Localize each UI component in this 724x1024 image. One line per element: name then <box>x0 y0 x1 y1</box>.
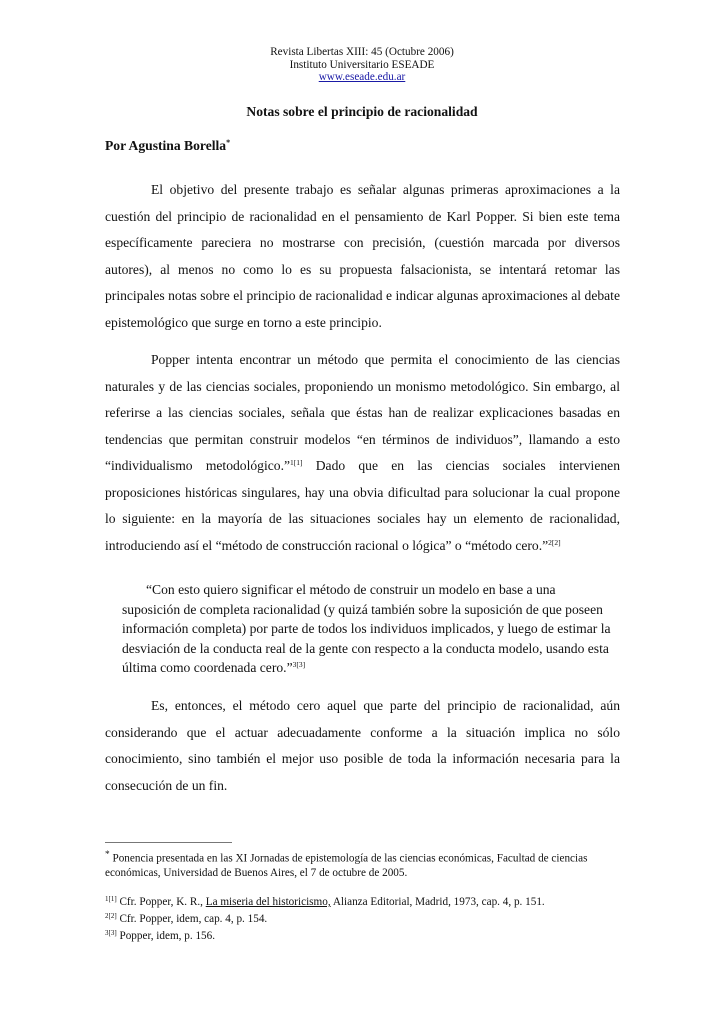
footnote-list <box>105 893 625 943</box>
footnote-mark: 3[3] <box>105 928 117 937</box>
block-quote <box>122 580 614 678</box>
footnote-item <box>105 893 625 910</box>
quote-text: “Con esto quiero significar el método de construir un modelo en base a una suposición de completa racionalidad (y quizá también sobre la suposición de que poseen información completa) por parte de todos los individuos implicados, y luego de estimar la desviación de la conducta real de la gente con respecto a la conducta modelo, usando esta última como coordenada cero.” <box>122 582 611 675</box>
footnote-text: Cfr. Popper, idem, cap. 4, p. 154. <box>116 912 268 925</box>
footnote-item <box>105 910 625 927</box>
footnote-ref-2[interactable]: 2[2] <box>548 537 561 547</box>
footnote-mark: 2[2] <box>105 911 117 920</box>
journal-line: Revista Libertas XIII: 45 (Octubre 2006) <box>270 46 454 58</box>
footnote-text: Popper, idem, p. 156. <box>116 929 216 942</box>
article-title: Notas sobre el principio de racionalidad <box>246 104 478 119</box>
footnote-ref-1[interactable]: 1[1] <box>290 458 303 467</box>
institute-line: Instituto Universitario ESEADE <box>289 58 435 71</box>
footnote-separator <box>105 842 232 843</box>
paragraph-2 <box>105 347 620 559</box>
footnote-text-post: Alianza Editorial, Madrid, 1973, cap. 4, p. 151. <box>330 896 545 908</box>
footnote-author-text: Ponencia presentada en las XI Jornadas de epistemología de las ciencias económicas, Facultad de ciencias económicas, Universidad de Buenos Aires, el 7 de octubre de 2005. <box>105 852 588 879</box>
author-footnote-mark[interactable]: * <box>226 138 231 147</box>
paragraph-1: El objetivo del presente trabajo es señalar algunas primeras aproximaciones a la cuestión del principio de racionalidad en el pensamiento de Karl Popper. Si bien este tema específicamente pareciera no mostrarse con precisión, (cuestión marcada por diversos autores), al menos no como lo es su propuesta falsacionista, se intentará retomar las principales notas sobre el principio de racionalidad e indicar algunas aproximaciones al debate epistemológico que surge en torno a este principio. <box>105 182 620 330</box>
page-header <box>0 46 724 84</box>
paragraph-3: Es, entonces, el método cero aquel que parte del principio de racionalidad, aún considerando que el actuar adecuadamente conforme a la situación implica no sólo conocimiento, sino también el mejor uso posible de toda la información necesaria para la consecución de un fin. <box>105 698 620 793</box>
footnote-item <box>105 927 625 944</box>
website-link[interactable]: www.eseade.edu.ar <box>318 71 406 83</box>
author-name: Por Agustina Borella <box>105 138 227 153</box>
footnote-text: Cfr. Popper, K. R., <box>116 896 206 908</box>
footnote-author-mark: * <box>105 850 110 860</box>
footnote-author <box>105 849 625 880</box>
footnote-book-title: La miseria del historicismo, <box>205 896 331 908</box>
footnote-mark: 1[1] <box>105 895 117 903</box>
footnote-ref-3[interactable]: 3[3] <box>292 660 306 669</box>
paragraph-2-text-a: Popper intenta encontrar un método que permita el conocimiento de las ciencias naturales y de las ciencias sociales, proponiendo un monismo metodológico. Sin embargo, al referirse a las ciencias sociales, señala que éstas han de realizar explicaciones basadas en tendencias que permitan construir modelos “en términos de individuos”, llamando a esto “individualismo metodológico.” <box>105 352 620 473</box>
paragraph-2-text-b: Dado que en las ciencias sociales intervienen proposiciones históricas singulares, hay una obvia dificultad para solucionar la cual propone lo siguiente: en la mayoría de las situaciones sociales hay un elemento de racionalidad, introduciendo así el “método de construcción racional o lógica” o “método cero.” <box>105 458 620 553</box>
author-line <box>105 138 230 154</box>
